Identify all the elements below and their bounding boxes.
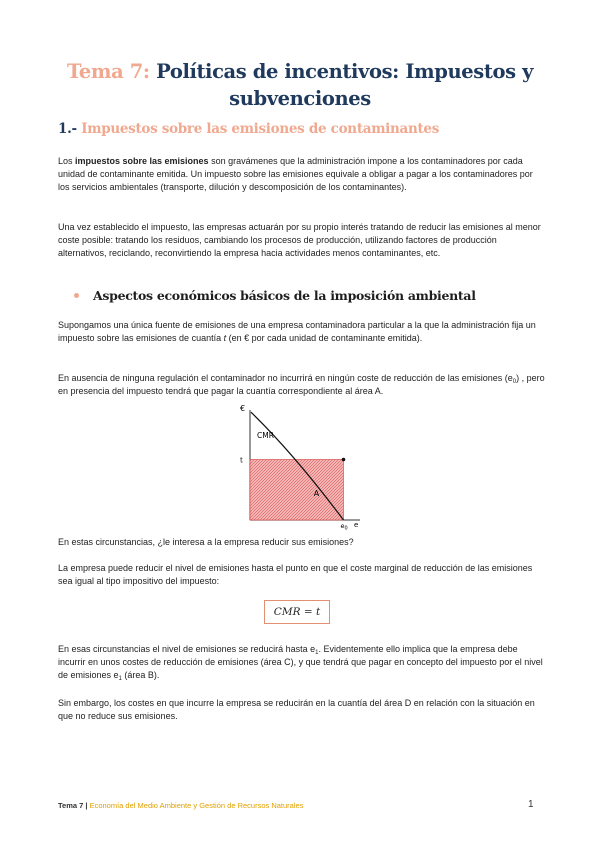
p7-rest: (área B). xyxy=(121,670,160,680)
section-title: Impuestos sobre las emisiones de contaminantes xyxy=(81,121,440,137)
p7-sub1: 1 xyxy=(315,650,319,656)
paragraph-5: En estas circunstancias, ¿le interesa a la empresa reducir sus emisiones? xyxy=(58,537,354,547)
paragraph-2: Una vez establecido el impuesto, las empresas actuarán por su propio interés tratando de reducir las emisiones al menor coste posible: tratando los residuos, cambiando los procesos de producción, utilizando factores de producción alternativos, reciclando, reconvirtiendo la empresa hacia actividades menos contaminantes, etc. xyxy=(58,222,541,258)
paragraph-3 xyxy=(58,319,546,345)
y-tick-label: t xyxy=(240,456,243,465)
p4-rest: ) , pero en presencia del impuesto tendrá que pagar la cuantía correspondiente al área A. xyxy=(58,373,545,396)
bullet-text: Aspectos económicos básicos de la imposición ambiental xyxy=(93,288,476,303)
p3-rest: (en € por cada unidad de contaminante emitida). xyxy=(226,333,423,343)
page-number: 1 xyxy=(528,799,534,810)
p4-start: En ausencia de ninguna regulación el contaminador no incurrirá en ningún coste de reducción de las emisiones (e xyxy=(58,373,513,383)
footer-topic: Tema 7 | xyxy=(58,801,88,810)
bullet-heading xyxy=(74,288,476,303)
x-tick-sub: 0 xyxy=(344,525,348,530)
bullet-dot-icon xyxy=(74,293,79,298)
page-title xyxy=(60,58,540,112)
title-line1: Políticas de incentivos: Impuestos y xyxy=(156,60,533,83)
x-tick-label xyxy=(341,522,348,530)
x-axis-label: e xyxy=(354,521,359,529)
section-number: 1.- xyxy=(58,121,77,137)
area-a xyxy=(250,460,344,521)
p1-start: Los xyxy=(58,156,76,166)
paragraph-4 xyxy=(58,372,546,398)
p4-sub: 0 xyxy=(512,379,517,385)
title-prefix: Tema 7: xyxy=(67,60,150,83)
emissions-tax-chart xyxy=(230,400,370,530)
paragraph-6: La empresa puede reducir el nivel de emisiones hasta el punto en que el coste marginal de reducción de las emisiones sea igual al tipo impositivo del impuesto: xyxy=(58,563,533,586)
curve-label: CMR xyxy=(257,431,274,440)
footer xyxy=(58,801,303,810)
title-line2: subvenciones xyxy=(229,87,371,110)
p3-start: Supongamos una única fuente de emisiones de una empresa contaminadora particular a la que la administración fija un impuesto sobre las emisiones de cuantía xyxy=(58,320,536,343)
paragraph-8: Sin embargo, los costes en que incurre la empresa se reducirán en la cuantía del área D en relación con la situación en que no reduce sus emisiones. xyxy=(58,698,535,721)
p7-start: En esas circunstancias el nivel de emisiones se reducirá hasta e xyxy=(58,644,316,654)
p1-rest: son gravámenes que la administración impone a los contaminadores por cada unidad de contaminante emitida. Un impuesto sobre las emisiones equivale a obligar a pagar a los contaminadores por los servicios ambientales (transporte, dilución y descomposición de los contaminantes). xyxy=(58,156,533,192)
paragraph-1 xyxy=(58,155,546,194)
p7-mid: . Evidentemente ello implica que la empresa debe incurrir en unos costes de reducción de emisiones (área C), y que tendrá que pagar en concepto del impuesto por el nivel de emisiones e xyxy=(58,644,543,680)
area-label: A xyxy=(313,488,320,498)
e0-point xyxy=(342,458,346,462)
x-tick-e: e xyxy=(340,522,345,530)
p1-bold: impuestos sobre las emisiones xyxy=(75,156,209,166)
paragraph-7 xyxy=(58,643,546,682)
section-heading xyxy=(58,121,439,137)
footer-subject: Economía del Medio Ambiente y Gestión de Recursos Naturales xyxy=(89,801,304,810)
y-axis-label: € xyxy=(240,404,246,413)
p7-sub2: 1 xyxy=(118,676,122,682)
formula-box: CMR = t xyxy=(264,600,330,624)
p3-var: t xyxy=(223,333,227,343)
